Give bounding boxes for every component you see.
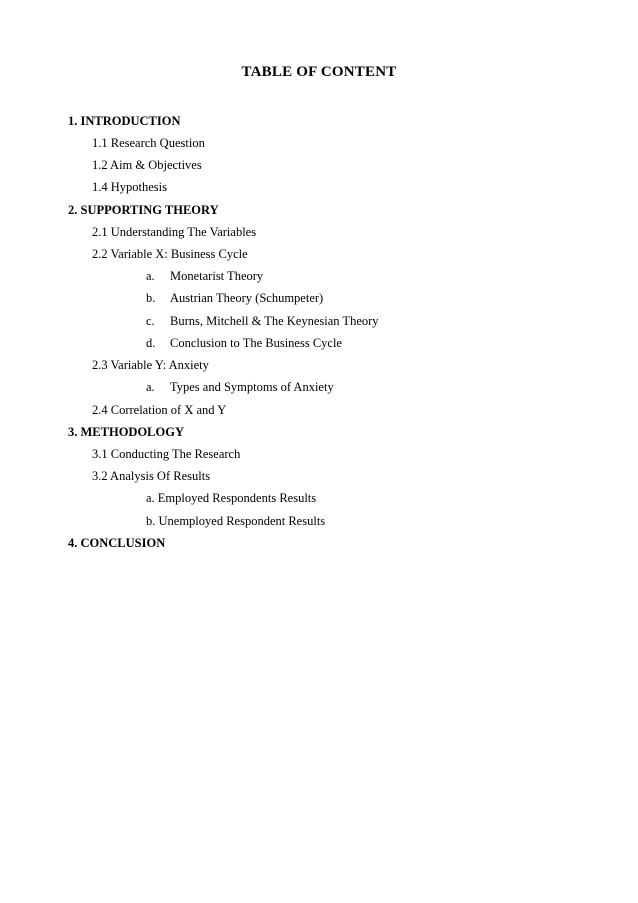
toc-item-label: Burns, Mitchell & The Keynesian Theory <box>170 314 379 328</box>
toc-section-variable-y: 2.3 Variable Y: Anxiety <box>92 358 209 372</box>
toc-section-correlation: 2.4 Correlation of X and Y <box>92 403 227 417</box>
toc-item-marker: a. <box>146 269 155 283</box>
toc-section-hypothesis: 1.4 Hypothesis <box>92 180 167 194</box>
toc-item-anxiety-types <box>146 379 334 395</box>
toc-chapter-supporting-theory: 2. SUPPORTING THEORY <box>68 203 219 217</box>
toc-item-label: Conclusion to The Business Cycle <box>170 336 342 350</box>
toc-item-unemployed-results: b. Unemployed Respondent Results <box>146 514 326 528</box>
toc-item-monetarist-theory <box>146 268 263 284</box>
toc-item-marker: d. <box>146 336 156 350</box>
toc-item-marker: b. <box>146 291 156 305</box>
toc-section-variable-x: 2.2 Variable X: Business Cycle <box>92 247 248 261</box>
toc-item-label: Types and Symptoms of Anxiety <box>170 380 334 394</box>
toc-item-keynesian-theory <box>146 313 379 329</box>
page-title: TABLE OF CONTENT <box>241 64 397 80</box>
toc-section-analysis-results: 3.2 Analysis Of Results <box>92 469 211 483</box>
toc-chapter-conclusion: 4. CONCLUSION <box>68 536 166 550</box>
toc-section-research-question: 1.1 Research Question <box>92 136 205 150</box>
toc-item-label: Monetarist Theory <box>170 269 264 283</box>
toc-item-austrian-theory <box>146 290 323 306</box>
toc-item-marker: a. <box>146 380 155 394</box>
toc-section-conducting-research: 3.1 Conducting The Research <box>92 447 241 461</box>
toc-item-label: Austrian Theory (Schumpeter) <box>170 291 324 305</box>
toc-section-aim-objectives: 1.2 Aim & Objectives <box>92 158 202 172</box>
toc-chapter-methodology: 3. METHODOLOGY <box>68 425 184 439</box>
toc-item-business-cycle-conclusion <box>146 335 342 351</box>
toc-chapter-introduction: 1. INTRODUCTION <box>68 114 181 128</box>
toc-item-marker: c. <box>146 314 155 328</box>
toc-item-employed-results: a. Employed Respondents Results <box>146 491 317 505</box>
toc-section-understanding-variables: 2.1 Understanding The Variables <box>92 225 257 239</box>
